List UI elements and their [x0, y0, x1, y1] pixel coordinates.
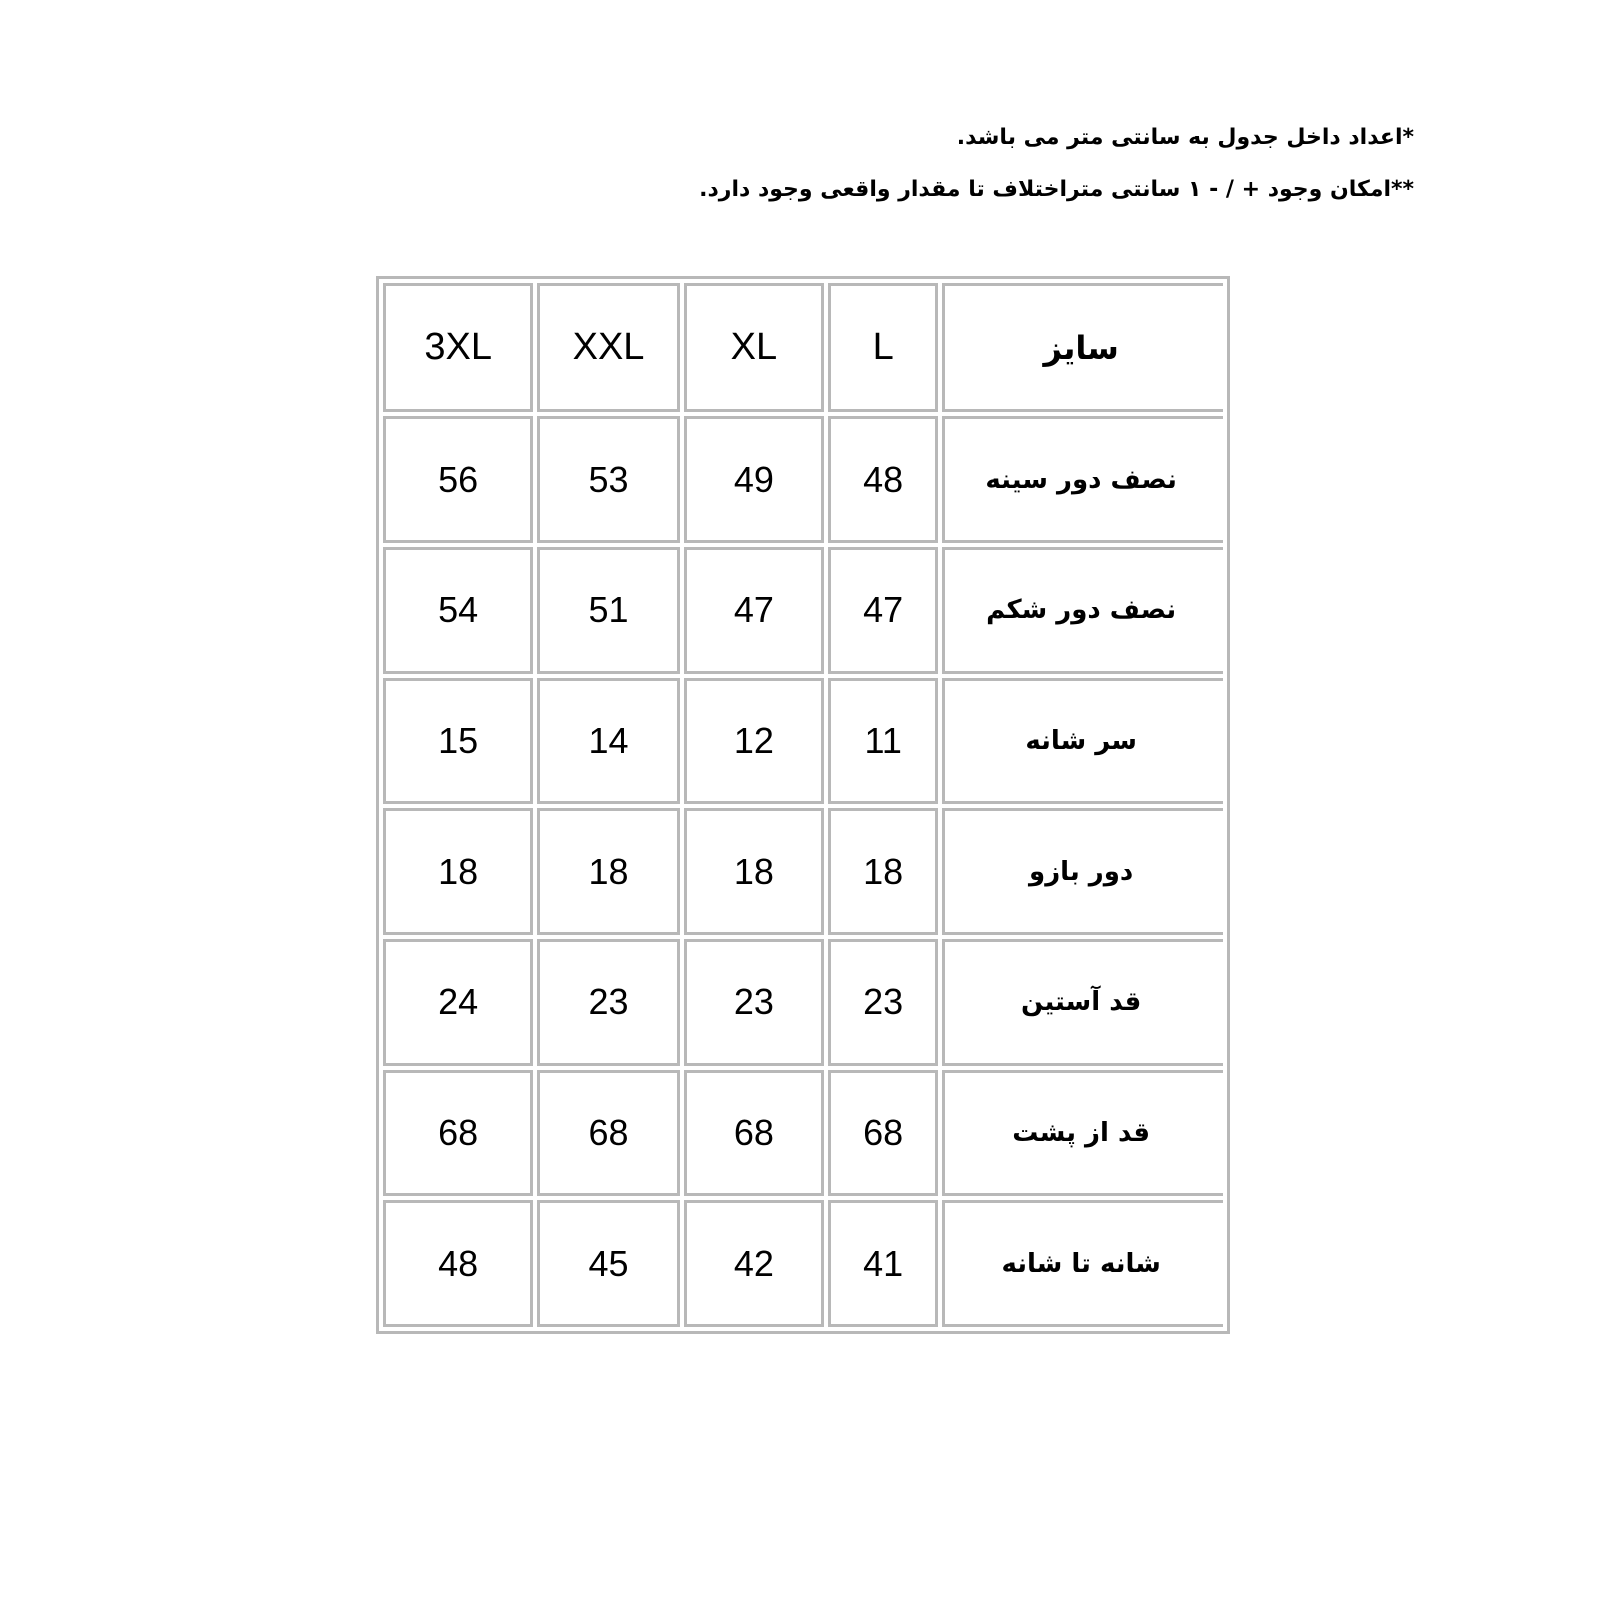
- value-cell: 45: [537, 1200, 679, 1327]
- value-cell: 18: [684, 808, 824, 935]
- note-units: *اعداد داخل جدول به سانتی متر می باشد.: [956, 125, 1414, 150]
- row-label: شانه تا شانه: [942, 1200, 1223, 1327]
- value-cell: 48: [383, 1200, 533, 1327]
- value-cell: 42: [684, 1200, 824, 1327]
- value-cell: 56: [383, 416, 533, 543]
- value-cell: 54: [383, 547, 533, 674]
- header-size-3xl: 3XL: [383, 283, 533, 412]
- value-cell: 47: [684, 547, 824, 674]
- value-cell: 23: [684, 939, 824, 1066]
- value-cell: 68: [828, 1070, 938, 1197]
- header-label: سایز: [942, 283, 1223, 412]
- row-label: قد آستین: [942, 939, 1223, 1066]
- header-size-xxl: XXL: [537, 283, 679, 412]
- value-cell: 15: [383, 678, 533, 805]
- table-row: [383, 1070, 1223, 1197]
- value-cell: 12: [684, 678, 824, 805]
- value-cell: 18: [828, 808, 938, 935]
- value-cell: 68: [684, 1070, 824, 1197]
- size-chart-table: [376, 276, 1230, 1334]
- value-cell: 47: [828, 547, 938, 674]
- value-cell: 14: [537, 678, 679, 805]
- header-row: [383, 283, 1223, 412]
- value-cell: 11: [828, 678, 938, 805]
- header-size-l: L: [828, 283, 938, 412]
- value-cell: 68: [383, 1070, 533, 1197]
- notes: [654, 112, 1414, 216]
- row-label: نصف دور سینه: [942, 416, 1223, 543]
- value-cell: 41: [828, 1200, 938, 1327]
- table-row: [383, 416, 1223, 543]
- row-label: دور بازو: [942, 808, 1223, 935]
- value-cell: 24: [383, 939, 533, 1066]
- table-row: [383, 1200, 1223, 1327]
- table-row: [383, 547, 1223, 674]
- note-tolerance: **امکان وجود + / - ۱ سانتی متراختلاف تا مقدار واقعی وجود دارد.: [699, 177, 1414, 202]
- value-cell: 53: [537, 416, 679, 543]
- value-cell: 68: [537, 1070, 679, 1197]
- table-row: [383, 939, 1223, 1066]
- value-cell: 18: [537, 808, 679, 935]
- table-row: [383, 808, 1223, 935]
- value-cell: 48: [828, 416, 938, 543]
- header-size-xl: XL: [684, 283, 824, 412]
- table-row: [383, 678, 1223, 805]
- value-cell: 18: [383, 808, 533, 935]
- row-label: سر شانه: [942, 678, 1223, 805]
- row-label: نصف دور شکم: [942, 547, 1223, 674]
- value-cell: 49: [684, 416, 824, 543]
- value-cell: 23: [537, 939, 679, 1066]
- value-cell: 51: [537, 547, 679, 674]
- row-label: قد از پشت: [942, 1070, 1223, 1197]
- value-cell: 23: [828, 939, 938, 1066]
